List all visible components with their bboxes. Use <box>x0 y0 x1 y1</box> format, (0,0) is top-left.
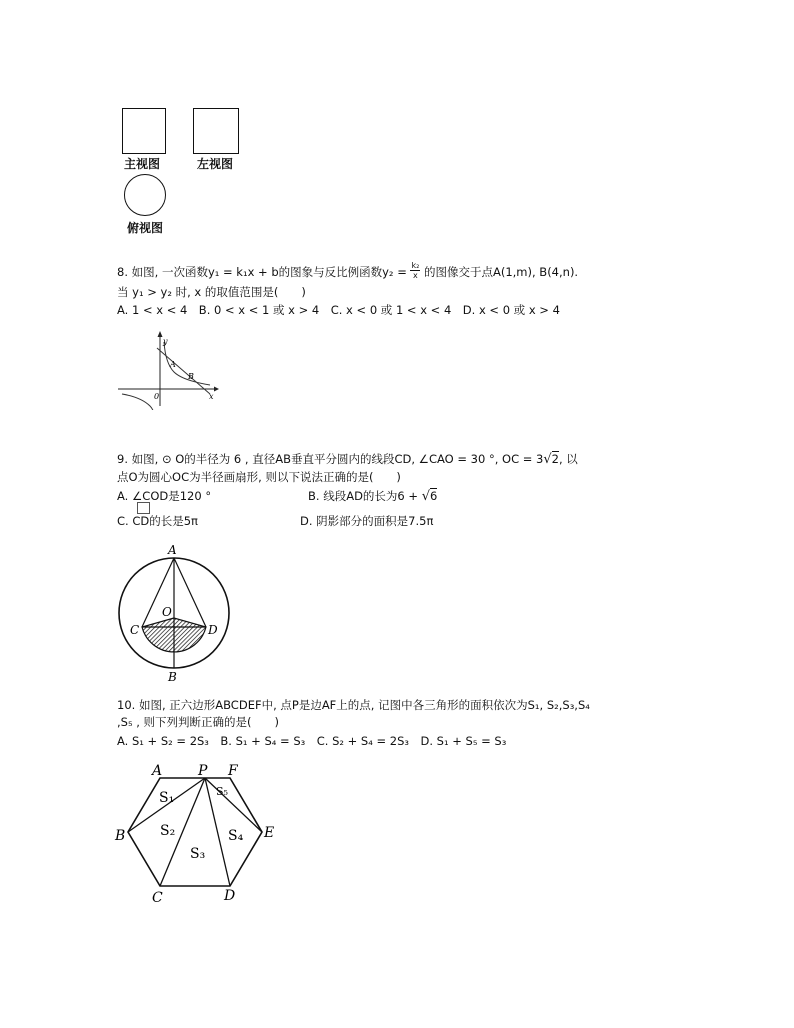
top-view-label: 俯视图 <box>127 221 164 235</box>
top-view-circle <box>124 174 166 216</box>
q9-option-c: C. CD的长是5π <box>117 514 198 528</box>
q10-label-d: D <box>224 888 236 904</box>
q10-label-s1: S₁ <box>159 790 175 806</box>
q10-label-b: B <box>115 828 126 844</box>
q9-line2: 点O为圆心OC为半径画扇形, 则以下说法正确的是( ) <box>117 470 401 484</box>
q9-line1-tail: , 以 <box>559 452 578 466</box>
q10-label-s2: S₂ <box>160 823 176 839</box>
q8-line2: 当 y₁ > y₂ 时, x 的取值范围是( ) <box>117 285 306 299</box>
q8-fraction <box>410 261 420 280</box>
q10-label-c: C <box>152 890 163 906</box>
q10-options: A. S₁ + S₂ = 2S₃ B. S₁ + S₄ = S₃ C. S₂ + S₄ = 2S₃ D. S₁ + S₅ = S₃ <box>117 734 507 748</box>
q10-segment-pe <box>205 778 262 832</box>
front-view-label: 主视图 <box>124 157 161 171</box>
q9-option-b-radicand: 6 <box>429 489 438 503</box>
left-view-label: 左视图 <box>197 157 234 171</box>
q9-option-a: A. ∠COD是120 ° <box>117 489 212 503</box>
q9-shaded-sector <box>142 618 206 652</box>
q10-label-s4: S₄ <box>228 828 244 844</box>
q10-line1: 10. 如图, 正六边形ABCDEF中, 点P是边AF上的点, 记图中各三角形的面积依次为S₁, S₂,S₃,S₄ <box>117 698 590 712</box>
q8-fraction-numerator: k₂ <box>411 261 420 270</box>
q9-label-c: C <box>130 623 140 637</box>
q9-label-d: D <box>208 623 218 637</box>
q9-line1-text: 9. 如图, ⊙ O的半径为 6 , 直径AB垂直平分圆内的线段CD, ∠CAO = 30 °, OC = 3 <box>117 452 544 466</box>
q8-line1-tail: 的图像交于点A(1,m), B(4,n). <box>423 265 579 279</box>
front-view-square <box>122 108 166 154</box>
q9-option-b <box>308 488 437 505</box>
q10-label-e: E <box>264 825 275 841</box>
q8-y-arrow <box>158 331 163 337</box>
q8-label-y: y <box>163 337 168 346</box>
q8-graph <box>112 330 222 410</box>
q9-label-b: B <box>168 670 177 682</box>
q8-label-o: 0 <box>154 392 160 401</box>
q8-options: A. 1 < x < 4 B. 0 < x < 1 或 x > 4 C. x < 0 或 1 < x < 4 D. x < 0 或 x > 4 <box>117 303 560 317</box>
q8-label-a: A <box>170 360 176 369</box>
q9-sqrt-radicand: 2 <box>551 452 559 466</box>
q9-sqrt: √2 <box>543 452 559 467</box>
q10-label-f: F <box>228 763 238 779</box>
q9-option-d: D. 阴影部分的面积是7.5π <box>300 514 434 528</box>
q9-segment-ad <box>174 558 206 627</box>
q8-x-arrow <box>214 387 219 392</box>
q10-label-s5: S₅ <box>216 785 228 798</box>
q8-linear-line <box>157 348 210 394</box>
q9-option-b-text: B. 线段AD的长为6 + <box>308 489 422 503</box>
q10-label-s3: S₃ <box>190 846 206 862</box>
q9-figure <box>110 540 240 682</box>
q8-fraction-denominator: x <box>413 271 418 280</box>
q10-figure <box>112 760 282 910</box>
q8-label-x: x <box>209 392 214 401</box>
q9-option-b-sqrt: √6 <box>421 489 438 504</box>
q8-line1-text: 8. 如图, 一次函数y₁ = k₁x + b的图象与反比例函数y₂ = <box>117 265 411 279</box>
q8-hyperbola-branch-3 <box>122 394 154 410</box>
q10-line2: ,S₅ , 则下列判断正确的是( ) <box>117 715 280 729</box>
q8-line1 <box>117 263 578 282</box>
q9-label-o: O <box>162 605 172 619</box>
q8-label-b: B <box>188 372 194 381</box>
left-view-square <box>193 108 239 154</box>
q10-label-p: P <box>198 763 208 779</box>
q10-label-a: A <box>152 763 163 779</box>
q9-line1 <box>117 451 578 468</box>
q9-label-a: A <box>168 543 177 557</box>
